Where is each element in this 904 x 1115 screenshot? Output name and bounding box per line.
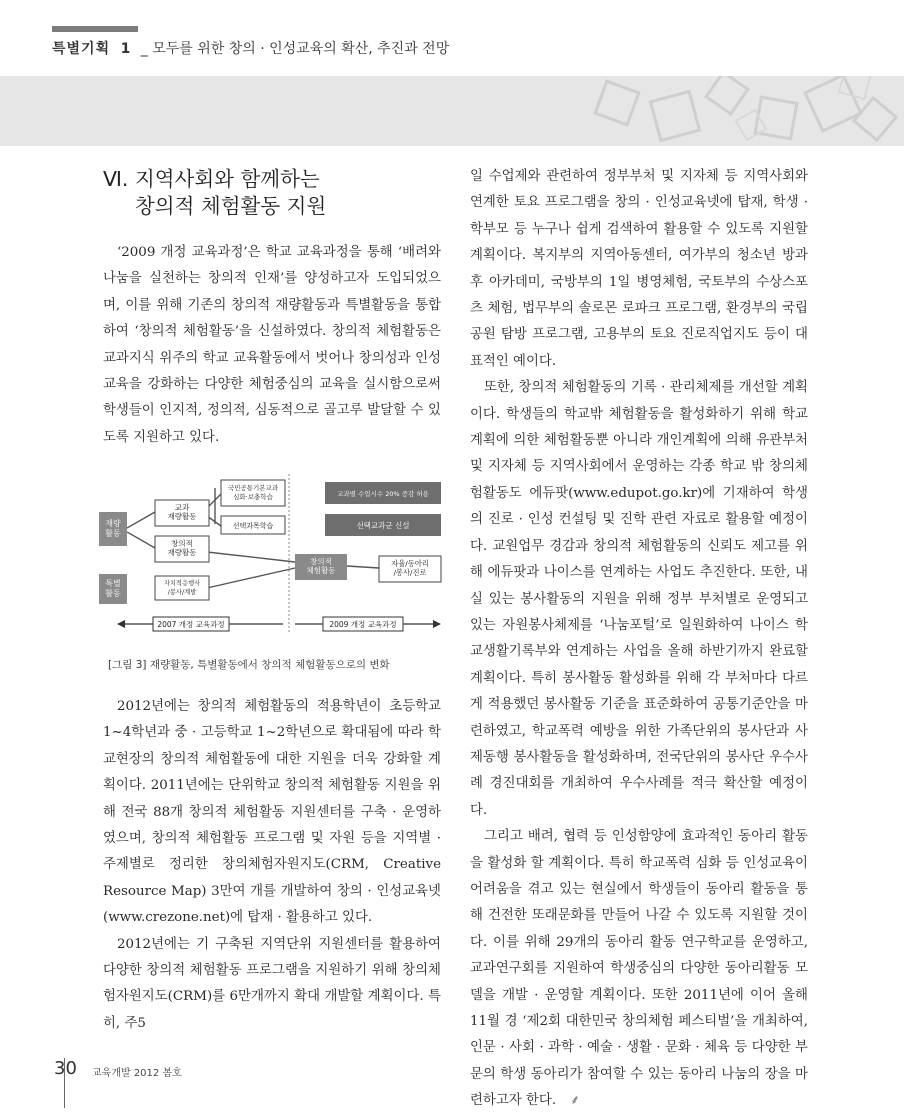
figure-caption: [그림 3] 재량활동, 특별활동에서 창의적 체험활동으로의 변화: [108, 659, 390, 671]
header-title: 모두를 위한 창의 · 인성교육의 확산, 추진과 전망: [152, 41, 450, 57]
label-2009: 2009 개정 교육과정: [329, 620, 397, 629]
left-column-bottom: [103, 694, 441, 1037]
label-self-govern: 자치적응행사 /봉사/계발: [163, 580, 201, 596]
page-number: 30: [54, 1058, 77, 1079]
section-title: [103, 166, 326, 220]
label-common-subject: 국민공통기본교과 심화·보충학습: [227, 484, 279, 501]
section-title-line1: Ⅵ. 지역사회와 함께하는: [103, 167, 320, 191]
paragraph-club-text: 그리고 배려, 협력 등 인성함양에 효과적인 동아리 활동을 활성화 할 계획이다. 특히 학교폭력 심화 등 인성교육이 어려움을 겪고 있는 현실에서 학생들이 동아리 활동을 통해 건전한 또래문화를 만들어 나갈 수 있도록 지원할 것이다. 이를 위해 29개의 동아리 활동 연구학교를 운영하고, 교과연구회를 지원하여 학생중심의 다양한 동아리활동 모델을 개발 · 운영할 계획이다. 또한 2011년에 이어 올해 11월 경 ‘제2회 대한민국 창의체험 페스티벌’을 개최하여, 인문 · 사회 · 과학 · 예술 · 생활 · 문화 · 체육 등 다양한 부문의 학생 동아리가 참여할 수 있는 동아리 나눔의 장을 마련하고자 한다.: [470, 829, 808, 1109]
figure-diagram: [97, 472, 447, 636]
arrow-2007: [117, 617, 283, 631]
label-subject: 교과 재량활동: [167, 503, 197, 521]
journal-name: 교육개발 2012 봄호: [92, 1068, 182, 1079]
decorative-band: [0, 76, 904, 146]
label-creative-discretionary: 창의적 재량활동: [167, 539, 197, 557]
header-number: 1: [120, 41, 131, 57]
paragraph-club-activity: [470, 824, 808, 1114]
paragraph-intro: ‘2009 개정 교육과정’은 학교 교육과정을 통해 ‘배려와 나눔을 실천하는 창의적 인재’를 양성하고자 도입되었으며, 이를 위해 기존의 창의적 재량활동과 특별활동을 통합하여 ‘창의적 체험활동’을 신설하였다. 창의적 체험활동은 교과지식 위주의 학교 교육활동에서 벗어나 창의성과 인성교육을 강화하는 다양한 체험중심의 교육을 실시함으로써 학생들이 인지적, 정의적, 심동적으로 골고루 발달할 수 있도록 지원하고 있다.: [103, 245, 441, 445]
label-club: 자율/동아리 /봉사/진로: [391, 559, 429, 577]
running-header: [52, 38, 449, 58]
section-title-line2: 창의적 체험활동 지원: [135, 194, 327, 218]
paragraph-2012-plan: 2012년에는 창의적 체험활동의 적용학년이 초등학교 1~4학년과 중 · 고등학교 1~2학년으로 확대됨에 따라 학교현장의 창의적 체험활동에 대한 지원을 더욱 강화할 계획이다. 2011년에는 단위학교 창의적 체험활동 지원을 위해 전국 88개 창의적 체험활동 지원센터를 구축 · 운영하였으며, 창의적 체험활동 프로그램 및 자원 등을 지역별 · 주제별로 정리한 창의체험자원지도(CRM, Creative Resource Map) 3만여 개를 개발하여 창의 · 인성교육넷(www.crezone.net)에 탑재 · 활용하고 있다.: [103, 699, 442, 926]
header-label: 특별기획: [52, 41, 111, 57]
label-creative-experiential: 창의적 체험활동: [306, 557, 336, 575]
left-column-top: [103, 240, 441, 451]
end-mark-icon: ⸙: [570, 1093, 580, 1109]
label-left-1: 재량 활동: [105, 519, 121, 538]
label-new-subject: 선택교과군 신설: [356, 521, 410, 530]
label-elective: 선택과목학습: [232, 522, 274, 530]
header-accent-bar: [52, 26, 138, 32]
label-2007: 2007 개정 교육과정: [157, 620, 225, 629]
paragraph-record-system: 또한, 창의적 체험활동의 기록 · 관리체제를 개선할 계획이다. 학생들의 학교밖 체험활동을 활성화하기 위해 학교계획에 의한 체험활동뿐 아니라 개인계획에 의해 유관부처 및 지자체 등 지역사회에서 운영하는 각종 학교 밖 창의체험활동도 에듀팟(www.edupot.go.kr)에 기재하여 학생의 진로 · 인성 컨설팅 및 진학 관련 자료로 활용할 예정이다. 교원업무 경감과 창의적 체험활동의 신뢰도 제고를 위해 에듀팟과 나이스를 연계하는 사업도 추진한다. 또한, 내실 있는 봉사활동의 지원을 위해 정부 부처별로 운영되고 있는 자원봉사체제를 ‘나눔포털’로 일원화하여 나이스 학교생활기록부와 연계하는 사업을 올해 하반기까지 완료할 계획이다. 특히 봉사활동 활성화를 위해 각 부처마다 다르게 적용했던 봉사활동 기준을 표준화하여 공통기준안을 마련하였고, 학교폭력 예방을 위한 가족단위의 봉사단과 사제동행 봉사활동을 활성화하며, 전국단위의 봉사단 우수사례 경진대회를 개최하여 우수사례를 적극 확산할 예정이다.: [470, 380, 808, 818]
arrow-2009: [295, 617, 441, 631]
label-left-2: 특별 활동: [105, 579, 121, 598]
paragraph-saturday-program: 일 수업제와 관련하여 정부부처 및 지자체 등 지역사회와 연계한 토요 프로그램을 창의 · 인성교육넷에 탑재, 학생 · 학부모 등 누구나 쉽게 검색하여 활용할 수 있도록 지원할 계획이다. 복지부의 지역아동센터, 여가부의 청소년 방과후 아카데미, 국방부의 1일 병영체험, 국토부의 수상스포츠 체험, 법무부의 솔로몬 로파크 프로그램, 환경부의 국립공원 탐방 프로그램, 고용부의 토요 진로직업지도 등이 대표적인 예이다.: [470, 169, 808, 369]
header-sep: _: [140, 41, 148, 57]
right-column: [470, 164, 808, 1115]
decorative-squares-graphic: [0, 76, 904, 146]
paragraph-crm: 2012년에는 기 구축된 지역단위 지원센터를 활용하여 다양한 창의적 체험활동 프로그램을 지원하기 위해 창의체험자원지도(CRM)를 6만개까지 확대 개발할 계획이다. 특히, 주5: [103, 936, 441, 1031]
label-hours: 교과별 수업시수 20% 증감 허용: [337, 490, 429, 498]
